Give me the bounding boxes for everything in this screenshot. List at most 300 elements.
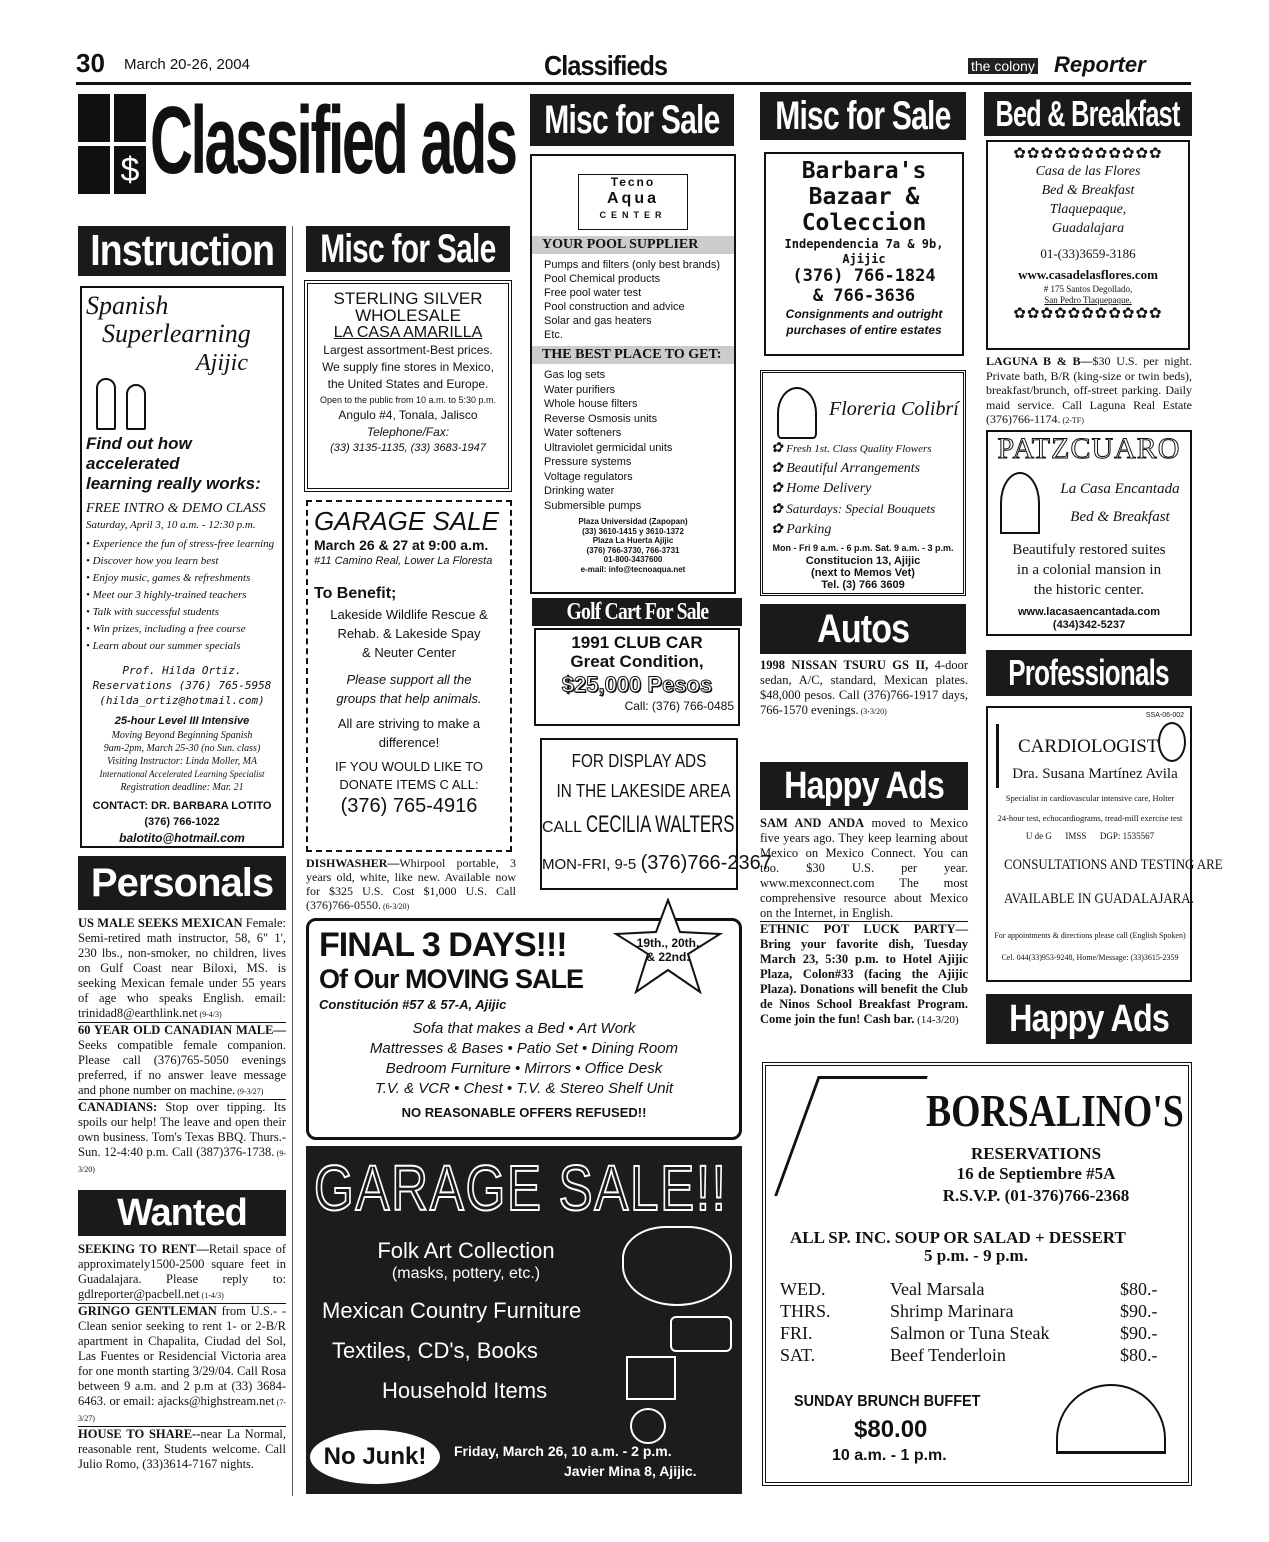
- ad-code: (6-3/20): [381, 902, 410, 911]
- support-line: groups that help animals.: [336, 691, 482, 706]
- happy2-heading-text: Happy Ads: [1009, 997, 1169, 1040]
- water-item: Ultraviolet germicidal units: [544, 441, 673, 454]
- menu-day: WED.: [780, 1279, 826, 1299]
- bazaar-consign2: purchases of entire estates: [786, 323, 942, 337]
- flower-border-bottom-icon: ✿✿✿✿✿✿✿✿✿✿✿: [1013, 306, 1163, 322]
- personals-heading: [78, 856, 286, 910]
- bazaar-addr1: Independencia 7a & 9b,: [784, 237, 944, 251]
- happy-ads-heading-2: [986, 994, 1192, 1044]
- bazaar-line1: Barbara's: [801, 158, 927, 184]
- contact-email: balotito@hotmail.com: [119, 831, 245, 845]
- borsalino-brunch-hours: 10 a.m. - 1 p.m.: [832, 1447, 947, 1464]
- floreria-item: ✿ Parking: [771, 522, 832, 537]
- ad-code: (9-3/27): [235, 1087, 264, 1096]
- menu-dish: Beef Tenderloin: [890, 1345, 1006, 1365]
- misc-for-sale-heading-1: [306, 226, 510, 272]
- mask-icon: [622, 1226, 732, 1306]
- pool-item: Pool Chemical products: [544, 273, 661, 285]
- tecno-addresses: [532, 517, 734, 574]
- ad-code: (9-4/3): [197, 1010, 222, 1019]
- floreria-item-text: Beautiful Arrangements: [786, 461, 921, 476]
- menu-dish: Salmon or Tuna Steak: [890, 1323, 1050, 1343]
- golf-cart-ad: [534, 628, 740, 726]
- menu-price: $90.-: [1120, 1301, 1158, 1321]
- moving-title1: FINAL 3 DAYS!!!: [319, 926, 567, 964]
- water-item: Gas log sets: [544, 369, 606, 381]
- display-phone: (376)766-2367: [640, 852, 772, 874]
- cardio-creds: U de G IMSS DGP: 1535567: [1025, 831, 1155, 841]
- personals-heading-text: Personals: [90, 860, 274, 905]
- water-item: Water softeners: [544, 427, 622, 439]
- ad-text: Bring your favorite dish, Tuesday March 23, 5:30 p.m. to Hotel Ajijic Plaza, Colon#33 (facing the Ajijic Plaza). Donations will benefit the Club de Ninos School Breakfast Program. Come join the fun! Cash bar.: [760, 937, 968, 1026]
- donate-line: DONATE ITEMS C ALL:: [339, 777, 479, 792]
- issue-date: March 20-26, 2004: [124, 56, 250, 73]
- display-contact-name: CECILIA WALTERS: [586, 811, 735, 838]
- happy1-heading-text: Happy Ads: [784, 764, 944, 807]
- personal-ad: [78, 916, 286, 1022]
- borsalino-brunch-price: $80.00: [854, 1416, 928, 1443]
- addr-line: (376) 766-3730, 766-3731: [586, 545, 680, 555]
- sterling-line1: STERLING SILVER: [333, 289, 483, 308]
- floreria-item: ✿ Home Delivery: [771, 481, 872, 496]
- benefit-text: Talk with successful students: [92, 606, 220, 618]
- benefit-line: & Neuter Center: [362, 645, 456, 660]
- borsalino-rsvp: R.S.V.P. (01-376)766-2368: [942, 1186, 1130, 1205]
- ad-text: Retail space of approximately1500-2500 square feet in Guadalajara. Please reply to: gdlreporter@pacbell.net: [78, 1242, 286, 1301]
- moving-address: Constitución #57 & 57-A, Ajijic: [319, 997, 507, 1012]
- benefit-item: • Talk with successful students: [86, 606, 220, 618]
- header-rule: [76, 82, 1191, 85]
- professor: Prof. Hilda Ortiz.: [122, 664, 242, 677]
- floreria-item-text: Home Delivery: [786, 481, 872, 496]
- serving-dome-icon: [1056, 1384, 1166, 1454]
- bazaar-line3: Coleccion: [801, 210, 927, 236]
- menu-day: THRS.: [780, 1301, 831, 1321]
- ad-lead: CANADIANS:: [78, 1100, 158, 1114]
- benefit-item: • Learn about our summer specials: [86, 640, 241, 652]
- display-ads-box: [540, 738, 772, 890]
- level-line: International Accelerated Learning Specialist: [99, 769, 265, 779]
- display-hours: MON-FRI, 9-5: [542, 856, 637, 873]
- addr-line: (33) 3610-1415 y 3610-1372: [582, 526, 684, 536]
- casa-addr1: # 175 Santos Degollado,: [1043, 284, 1133, 294]
- borsalino-brunch: SUNDAY BRUNCH BUFFET: [794, 1393, 981, 1410]
- car-icon: [78, 146, 110, 194]
- patzcuaro-desc3: the historic center.: [1033, 582, 1145, 598]
- menu-price: $90.-: [1120, 1323, 1158, 1343]
- patzcuaro-desc1: Beautifuly restored suites: [1012, 542, 1166, 558]
- pool-item: Pool construction and advice: [544, 301, 685, 313]
- moving-items1: Sofa that makes a Bed • Art Work: [412, 1020, 636, 1037]
- patzcuaro-sub2: Bed & Breakfast: [1070, 509, 1170, 525]
- masthead-small: the colony: [968, 58, 1038, 74]
- floreria-item: ✿ Beautiful Arrangements: [771, 461, 921, 476]
- intro-date: Saturday, April 3, 10 a.m. - 12:30 p.m.: [86, 519, 256, 531]
- golf-call: Call: (376) 766-0485: [624, 699, 734, 713]
- happy-ads-heading-1: [760, 762, 968, 810]
- casa-line4: Guadalajara: [1051, 221, 1125, 236]
- professionals-heading-text: Professionals: [1008, 652, 1170, 693]
- patzcuaro-phone: (434)342-5237: [1052, 619, 1126, 631]
- display-line3: [542, 806, 736, 847]
- garage-title: GARAGE SALE: [314, 506, 499, 536]
- ad-text: Whirpool portable, 3 years old, white, like new. Available now for $325 U.S. Cost $1,000 U.S. Call (376)766-0550.: [306, 856, 516, 912]
- ad-lead: 1998 NISSAN TSURU GS II,: [760, 658, 929, 672]
- benefit-text: Win prizes, including a free course: [92, 623, 246, 635]
- addr-line: 01-800-3437600: [603, 555, 663, 564]
- menu-row: [780, 1322, 1180, 1344]
- ad-lead: US MALE SEEKS MEXICAN: [78, 916, 243, 930]
- happy-ad: [760, 921, 968, 1028]
- addr-line: Plaza La Huerta Ajijic: [592, 536, 674, 545]
- patzcuaro-ad: [986, 430, 1192, 636]
- benefits-list: [86, 536, 278, 655]
- cardio-appt: For appointments & directions please call (English Spoken): [994, 931, 1186, 940]
- ad-lead: ETHNIC POT LUCK PARTY—: [760, 922, 968, 936]
- floreria-item-text: Fresh 1st. Class Quality Flowers: [786, 443, 932, 455]
- garage-date: March 26 & 27 at 9:00 a.m.: [314, 537, 489, 553]
- ad-text: Stop over tipping. Its spoils our help! The leave and open their own business. Tom's Texas BBQ. Thurs.-Sun. 12-4:40 p.m. Call (387)376-1738.: [78, 1100, 286, 1159]
- wanted-ad: [78, 1242, 286, 1303]
- casa-phone: 01-(33)3659-3186: [1040, 246, 1136, 261]
- menu-price: $80.-: [1120, 1345, 1158, 1365]
- supplier-banner: YOUR POOL SUPPLIER: [532, 236, 734, 254]
- moving-items4: T.V. & VCR • Chest • T.V. & Stereo Shelf Unit: [374, 1080, 674, 1097]
- flower-border-top-icon: ✿✿✿✿✿✿✿✿✿✿✿: [1013, 146, 1163, 162]
- misc-for-sale-heading-3: [760, 92, 966, 140]
- bazaar-addr2: Ajijic: [842, 252, 886, 266]
- wanted-ad: [78, 1426, 286, 1472]
- borsalinos-ad: [762, 1062, 1192, 1486]
- wanted-ad: [78, 1303, 286, 1426]
- best-place-banner: THE BEST PLACE TO GET:: [532, 346, 734, 364]
- borsalino-special: ALL SP. INC. SOUP OR SALAD + DESSERT: [790, 1228, 1126, 1247]
- sterling-line3: LA CASA AMARILLA: [333, 324, 483, 341]
- cardio-big1: CONSULTATIONS AND TESTING ARE: [1004, 857, 1223, 873]
- garage2-line5: Household Items: [382, 1378, 548, 1403]
- level-line: Moving Beyond Beginning Spanish: [111, 730, 253, 741]
- star-burst: [612, 898, 724, 994]
- garage2-where: Javier Mina 8, Ajijic.: [564, 1463, 697, 1479]
- benefit-item: • Experience the fun of stress-free learning: [86, 538, 275, 550]
- misc-for-sale-heading-2: [530, 94, 734, 146]
- sterling-line4: Largest assortment-Best prices.: [323, 343, 493, 357]
- casa-addr2: San Pedro Tlaquepaque.: [1044, 295, 1132, 305]
- level-line: Visiting Instructor: Linda Moller, MA: [106, 756, 258, 767]
- moving-footer: NO REASONABLE OFFERS REFUSED!!: [401, 1105, 647, 1120]
- autos-heading-text: Autos: [816, 606, 910, 651]
- moving-items3: Bedroom Furniture • Mirrors • Office Desk: [385, 1060, 663, 1077]
- borsalino-address: 16 de Septiembre #5A: [956, 1164, 1116, 1183]
- casa-de-las-flores-ad: [986, 140, 1190, 350]
- ad-lead: HOUSE TO SHARE--: [78, 1427, 201, 1441]
- tagline-2: learning really works:: [86, 474, 261, 493]
- professionals-heading: [986, 650, 1192, 696]
- menu-dish: Veal Marsala: [890, 1279, 985, 1299]
- masthead-reporter: Reporter: [1054, 52, 1146, 77]
- wanted-list: [78, 1242, 286, 1472]
- ad-text: Female: Semi-retired math instructor, 58, 6" 1', 230 lbs., non-smoker, no children, lives on Gulf Coast near Biloxi, MS. is seeking Mexican female under 55 years of age who speaks English. email: trinidad8@earthlink.net: [78, 916, 287, 1020]
- tecno-aqua-logo: [578, 174, 688, 230]
- golf-cart-heading: [532, 598, 742, 626]
- tagline-1: Find out how accelerated: [86, 434, 192, 473]
- ad-code: (14-3/20): [914, 1014, 959, 1026]
- logo-line: Aqua: [607, 190, 659, 207]
- dollar-icon: $: [114, 146, 146, 194]
- bed-breakfast-heading: [984, 92, 1192, 136]
- garage2-line2: (masks, pottery, etc.): [391, 1265, 541, 1282]
- golf-heading-text: Golf Cart For Sale: [566, 598, 708, 625]
- patzcuaro-sub1: La Casa Encantada: [1060, 481, 1180, 497]
- menu-price: $80.-: [1120, 1279, 1158, 1299]
- support-line: Please support all the: [346, 672, 472, 687]
- ad-lead: LAGUNA B & B—: [986, 354, 1093, 368]
- lantern-icon: [1000, 472, 1040, 534]
- benefit-line: Rehab. & Lakeside Spay: [337, 626, 481, 641]
- menu-day: FRI.: [780, 1323, 813, 1343]
- sterling-line7: Open to the public from 10 a.m. to 5:30 p.m.: [319, 395, 497, 405]
- floreria-ad: [760, 370, 966, 596]
- benefit-item: • Win prizes, including a free course: [86, 623, 246, 635]
- menu-row: [780, 1300, 1180, 1322]
- no-junk-badge: No Junk!: [310, 1430, 440, 1484]
- cd-icon: [630, 1408, 666, 1444]
- house-icon: [114, 94, 146, 142]
- water-item: Voltage regulators: [544, 470, 633, 483]
- sterling-line2: WHOLESALE: [355, 306, 461, 325]
- pool-item: Solar and gas heaters: [544, 315, 652, 327]
- spanish-superlearning-ad: [80, 286, 284, 848]
- water-item: Whole house filters: [544, 398, 638, 410]
- casa-line3: Tlaquepaque,: [1049, 202, 1127, 217]
- bazaar-consign1: Consignments and outright: [785, 307, 943, 321]
- borsalino-menu: [780, 1278, 1180, 1366]
- ad-code: (2-TF): [1060, 416, 1084, 425]
- floreria-item-text: Saturdays: Special Bouquets: [786, 501, 936, 516]
- hummingbird-icon: [777, 387, 817, 439]
- column-divider: [292, 226, 293, 1496]
- cardiologist-ad: [986, 706, 1223, 982]
- display-line2: IN THE LAKESIDE AREA: [556, 781, 731, 801]
- contact-phone: (376) 766-1022: [144, 816, 220, 828]
- sterling-line8: Angulo #4, Tonala, Jalisco: [338, 408, 478, 422]
- water-item: Water purifiers: [544, 383, 616, 396]
- golf-line1: 1991 CLUB CAR: [571, 633, 703, 652]
- sterling-silver-ad: [304, 280, 512, 492]
- sofa-icon: [670, 1316, 732, 1352]
- menu-day: SAT.: [780, 1345, 816, 1365]
- cardio-name: Dra. Susana Martínez Avila: [1012, 766, 1178, 782]
- ssa-code: SSA-06-002: [1145, 712, 1184, 719]
- golf-price: $25,000 Pesos: [561, 672, 713, 697]
- patzcuaro-title: PATZCUARO: [997, 432, 1181, 465]
- ad-text: Seeks compatible female companion. Please call (376)765-5050 evenings preferred, if no answer leave message and phone number on machine.: [78, 1038, 286, 1097]
- casa-line2: Bed & Breakfast: [1041, 183, 1135, 198]
- water-item: Reverse Osmosis units: [544, 412, 658, 425]
- sterling-line6: the United States and Europe.: [327, 377, 489, 391]
- ad-text: moved to Mexico five years ago. They keep learning about Mexico on Mexico Connect. You can too. $30 U.S. per year. www.mexconnect.com The most comprehensive resource about Mexico on the Internet, in English.: [760, 816, 968, 920]
- ad-text: 4-door sedan, A/C, standard, Mexican plates. $48,000 pesos. Call (376)766-1917 days, 766-1570 evenings.: [760, 658, 969, 717]
- person-icon: [78, 94, 110, 142]
- cardio-title: CARDIOLOGIST: [1018, 736, 1159, 757]
- pool-items: [532, 258, 734, 342]
- water-items: [532, 368, 734, 513]
- star-text2: & 22nd.: [646, 950, 690, 964]
- patzcuaro-desc2: in a colonial mansion in: [1016, 562, 1162, 578]
- garage2-line3: Mexican Country Furniture: [322, 1298, 582, 1323]
- benefit-line: Lakeside Wildlife Rescue &: [330, 607, 488, 622]
- laguna-ad: [986, 354, 1192, 429]
- benefit-text: Learn about our summer specials: [92, 640, 241, 652]
- pool-item: Etc.: [544, 329, 563, 341]
- misc3-heading-text: Misc for Sale: [775, 93, 951, 138]
- sterling-line10: (33) 3135-1135, (33) 3683-1947: [330, 442, 486, 454]
- ad-lead: 60 YEAR OLD CANADIAN MALE—: [78, 1023, 286, 1037]
- garage2-line1: Folk Art Collection: [377, 1238, 555, 1263]
- sterling-line9: Telephone/Fax:: [366, 425, 450, 439]
- cardio-big2: AVAILABLE IN GUADALAJARA.: [1004, 891, 1194, 907]
- benefit-item: • Enjoy music, games & refreshments: [86, 572, 251, 584]
- autos-ad: [760, 658, 968, 719]
- borsalino-reservations: RESERVATIONS: [970, 1144, 1102, 1163]
- bazaar-phone1: (376) 766-1824: [792, 266, 936, 286]
- logo-line: Tecno: [610, 175, 656, 189]
- misc1-heading-text: Misc for Sale: [320, 226, 496, 271]
- floreria-next: (next to Memos Vet): [811, 567, 915, 579]
- level-title: 25-hour Level III Intensive: [114, 715, 250, 727]
- striving-line: difference!: [378, 735, 440, 750]
- books-icon: [626, 1356, 676, 1400]
- instruction-heading: [78, 226, 286, 276]
- floreria-items: [771, 439, 935, 540]
- pool-item: Free pool water test: [544, 287, 642, 299]
- garage2-when: Friday, March 26, 10 a.m. - 2 p.m.: [454, 1443, 672, 1459]
- pool-item: Pumps and filters (only best brands): [544, 259, 721, 271]
- misc2-heading-text: Misc for Sale: [544, 97, 720, 142]
- floreria-item: ✿ Saturdays: Special Bouquets: [771, 501, 936, 517]
- cardio-spec1: Specialist in cardiovascular intensive care, Holter: [1005, 793, 1175, 803]
- ad-code: (7-3/27): [78, 1398, 286, 1423]
- intro-class: FREE INTRO & DEMO CLASS: [86, 501, 266, 516]
- addr-line: Plaza Universidad (Zapopan): [578, 517, 688, 526]
- moving-title2: Of Our MOVING SALE: [319, 964, 584, 994]
- floreria-item-text: Parking: [786, 522, 832, 537]
- donate-phone: (376) 765-4916: [340, 795, 478, 817]
- menu-dish: Shrimp Marinara: [890, 1301, 1014, 1321]
- display-line4: [542, 847, 772, 881]
- heart-icon: [1158, 722, 1186, 762]
- benefit-text: Meet our 3 highly-trained teachers: [92, 589, 247, 601]
- ad-lead: SAM AND ANDA: [760, 816, 865, 830]
- autos-heading: [760, 604, 966, 654]
- garage2-title: GARAGE SALE!!: [314, 1152, 728, 1224]
- garage-sale-ad-2: [306, 1146, 742, 1494]
- display-call: CALL: [542, 819, 583, 836]
- star-text1: 19th., 20th.: [636, 936, 700, 950]
- benefit-label: To Benefit;: [314, 585, 397, 602]
- patzcuaro-web: www.lacasaencantada.com: [1017, 606, 1161, 618]
- ad-text: from U.S.- -Clean senior seeking to rent 1- or 2-B/R apartment in Chapalita, Ciudad del Sol, Las Fuentes or Residencial Victoria area for one month starting 3/29/04. Call Rosa between 9 a.m. and 2 p.m at (33) 3684-6463. or email: ajacks@highstream.net: [78, 1304, 287, 1408]
- water-item: Submersible pumps: [544, 499, 642, 512]
- water-item: Drinking water: [544, 485, 615, 497]
- instruction-heading-text: Instruction: [90, 226, 274, 275]
- golf-line2: Great Condition,: [570, 652, 704, 671]
- barbaras-bazaar-ad: [764, 152, 964, 356]
- bazaar-phone2: & 766-3636: [812, 286, 916, 306]
- casa-web: www.casadelasflores.com: [1018, 267, 1158, 282]
- ad-lead: SEEKING TO RENT—: [78, 1242, 209, 1256]
- classified-icons: [78, 94, 148, 194]
- classified-ads-banner: Classified ads: [150, 87, 516, 194]
- page-number: 30: [76, 48, 105, 78]
- benefit-text: Experience the fun of stress-free learning: [92, 538, 275, 550]
- addr-line: e-mail: info@tecnoaqua.net: [580, 564, 686, 574]
- striving-line: All are striving to make a: [337, 716, 481, 731]
- level-line: Registration deadline: Mar. 21: [120, 782, 244, 793]
- tecno-aqua-ad: [530, 154, 736, 594]
- personal-ad: [78, 1022, 286, 1099]
- ad-title-superlearning: Superlearning: [102, 319, 251, 348]
- personal-ad: [78, 1099, 286, 1177]
- benefit-item: • Discover how you learn best: [86, 555, 219, 567]
- reservations-phone: Reservations (376) 765-5958: [92, 679, 272, 692]
- menu-row: [780, 1344, 1180, 1366]
- ad-lead: DISHWASHER—: [306, 856, 400, 870]
- garage-address: #11 Camino Real, Lower La Floresta: [314, 555, 493, 567]
- floreria-item: ✿ Fresh 1st. Class Quality Flowers: [771, 441, 932, 456]
- contact-name: CONTACT: DR. BARBARA LOTITO: [92, 800, 272, 812]
- happy-ad: [760, 816, 968, 921]
- garage-sale-ad-1: [306, 500, 512, 852]
- floreria-address: Constitucion 13, Ajijic: [805, 555, 921, 567]
- dancing-figures-icon: [86, 378, 278, 434]
- donate-line: IF YOU WOULD LIKE TO: [334, 759, 484, 774]
- water-item: Pressure systems: [544, 456, 632, 468]
- menu-row: [780, 1278, 1180, 1300]
- ad-code: (1-4/3): [199, 1291, 224, 1300]
- ad-title-ajijic: Ajijic: [196, 350, 248, 376]
- cardio-spec2: 24-hour test, echocardiograms, tread-mill exercise test: [997, 813, 1183, 823]
- moving-items2: Mattresses & Bases • Patio Set • Dining Room: [369, 1040, 679, 1057]
- professor-email: (hilda_ortiz@hotmail.com): [99, 694, 265, 707]
- ad-text: near La Normal, reasonable rent, Students welcome. Call Julio Romo, (33)3614-7167 nights.: [78, 1427, 286, 1471]
- benefit-text: Enjoy music, games & refreshments: [92, 572, 251, 584]
- benefit-item: • Meet our 3 highly-trained teachers: [86, 589, 247, 601]
- wanted-heading-text: Wanted: [117, 1191, 247, 1234]
- ad-code: (3-3/20): [858, 707, 887, 716]
- section-title: Classifieds: [544, 50, 668, 81]
- bnb-heading-text: Bed & Breakfast: [995, 93, 1181, 134]
- borsalino-hours: 5 p.m. - 9 p.m.: [924, 1246, 1028, 1265]
- logo-line: CENTER: [599, 210, 667, 220]
- ad-text: $30 U.S. per night. Private bath, B/R (king-size or twin beds), breakfast/brunch, off-street parking. Daily maid service. Call Laguna Real Estate (376)766-1174.: [986, 354, 1192, 426]
- level-line: 9am-2pm, March 25-30 (no Sun. class): [103, 743, 261, 754]
- dishwasher-ad: [306, 856, 516, 914]
- happy-ads-list: [760, 816, 968, 1028]
- bazaar-line2: Bazaar &: [808, 184, 920, 210]
- sterling-line5: We supply fine stores in Mexico,: [322, 360, 494, 374]
- ad-code: (9-3/20): [78, 1149, 286, 1174]
- personals-list: [78, 916, 286, 1177]
- borsalino-title: BORSALINO'S: [926, 1085, 1184, 1136]
- casa-line1: Casa de las Flores: [1035, 164, 1141, 179]
- garage2-line4: Textiles, CD's, Books: [332, 1338, 538, 1363]
- ad-title-spanish: Spanish: [86, 291, 169, 320]
- cardio-phones: Cel. 044(33)953-9248, Home/Message: (33)3615-2359: [1001, 953, 1179, 962]
- display-line1: FOR DISPLAY ADS: [571, 751, 707, 771]
- floreria-title: Floreria Colibrí: [829, 398, 959, 420]
- wanted-heading: [78, 1190, 286, 1236]
